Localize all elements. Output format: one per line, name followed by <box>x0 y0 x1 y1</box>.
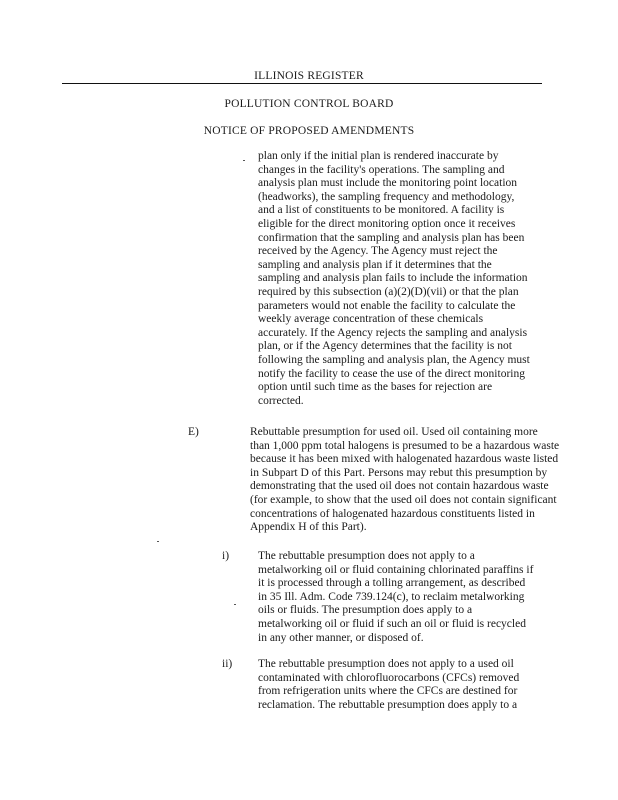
text-line: than 1,000 ppm total halogens is presumed to be a hazardous waste <box>250 439 560 452</box>
text-line: oils or fluids. The presumption does apply to a <box>258 604 473 617</box>
scan-speck <box>157 541 159 542</box>
text-line: from refrigeration units where the CFCs are destined for <box>258 685 518 698</box>
text-line: plan only if the initial plan is rendered inaccurate by <box>258 150 499 162</box>
text-line: in Subpart D of this Part. Persons may rebut this presumption by <box>250 466 548 479</box>
text-line: contaminated with chlorofluorocarbons (CFCs) removed <box>258 671 520 684</box>
header-rule <box>62 83 542 84</box>
text-line: metalworking oil or fluid containing chlorinated paraffins if <box>258 563 534 576</box>
item-ii-marker: ii) <box>222 658 233 670</box>
text-line: reclamation. The rebuttable presumption does apply to a <box>258 698 518 711</box>
board-title: POLLUTION CONTROL BOARD <box>224 98 394 110</box>
text-line: plan, or if the Agency determines that the facility is not <box>258 340 512 353</box>
text-line: sampling and analysis plan fails to include the information <box>258 272 528 285</box>
item-i-paragraph <box>258 550 533 645</box>
text-line: analysis plan must include the monitoring point location <box>258 177 518 190</box>
section-e-paragraph <box>250 426 559 535</box>
register-title: ILLINOIS REGISTER <box>254 70 364 82</box>
text-line: The rebuttable presumption does not apply to a used oil <box>258 658 514 670</box>
text-line: metalworking oil or fluid if such an oil or fluid is recycled <box>258 617 526 630</box>
text-line: demonstrating that the used oil does not contain hazardous waste <box>250 480 549 493</box>
text-line: Rebuttable presumption for used oil. Used oil containing more <box>250 426 538 438</box>
text-line: The rebuttable presumption does not apply to a <box>258 550 475 562</box>
text-line: in 35 Ill. Adm. Code 739.124(c), to reclaim metalworking <box>258 590 525 603</box>
text-line: (headworks), the sampling frequency and methodology, <box>258 190 515 203</box>
text-line: in any other manner, or disposed of. <box>258 631 424 644</box>
text-line: received by the Agency. The Agency must reject the <box>258 245 498 258</box>
section-e-marker: E) <box>188 426 199 438</box>
text-line: because it has been mixed with halogenated hazardous waste listed <box>250 453 559 466</box>
text-line: confirmation that the sampling and analysis plan has been <box>258 231 525 244</box>
text-line: and a list of constituents to be monitored. A facility is <box>258 204 505 217</box>
item-ii-paragraph <box>258 658 519 712</box>
text-line: notify the facility to cease the use of the direct monitoring <box>258 367 525 380</box>
text-line: changes in the facility's operations. The sampling and <box>258 163 505 176</box>
text-line: concentrations of halogenated hazardous constituents listed in <box>250 507 535 520</box>
text-line: (for example, to show that the used oil does not contain significant <box>250 493 557 506</box>
text-line: accurately. If the Agency rejects the sampling and analysis <box>258 326 528 339</box>
text-line: eligible for the direct monitoring option once it receives <box>258 217 516 230</box>
scan-speck <box>243 160 245 161</box>
text-line: required by this subsection (a)(2)(D)(vii) or that the plan <box>258 285 519 298</box>
scan-speck <box>234 604 236 605</box>
text-line: it is processed through a tolling arrangement, as described <box>258 577 526 590</box>
text-line: following the sampling and analysis plan, the Agency must <box>258 353 530 366</box>
text-line: sampling and analysis plan if it determines that the <box>258 258 492 271</box>
text-line: parameters would not enable the facility to calculate the <box>258 299 516 312</box>
item-i-marker: i) <box>222 550 230 562</box>
text-line: weekly average concentration of these chemicals <box>258 313 484 326</box>
text-line: corrected. <box>258 394 304 407</box>
notice-title: NOTICE OF PROPOSED AMENDMENTS <box>203 125 415 137</box>
continuation-paragraph <box>258 150 530 408</box>
text-line: option until such time as the bases for rejection are <box>258 381 493 394</box>
text-line: Appendix H of this Part). <box>250 521 367 534</box>
